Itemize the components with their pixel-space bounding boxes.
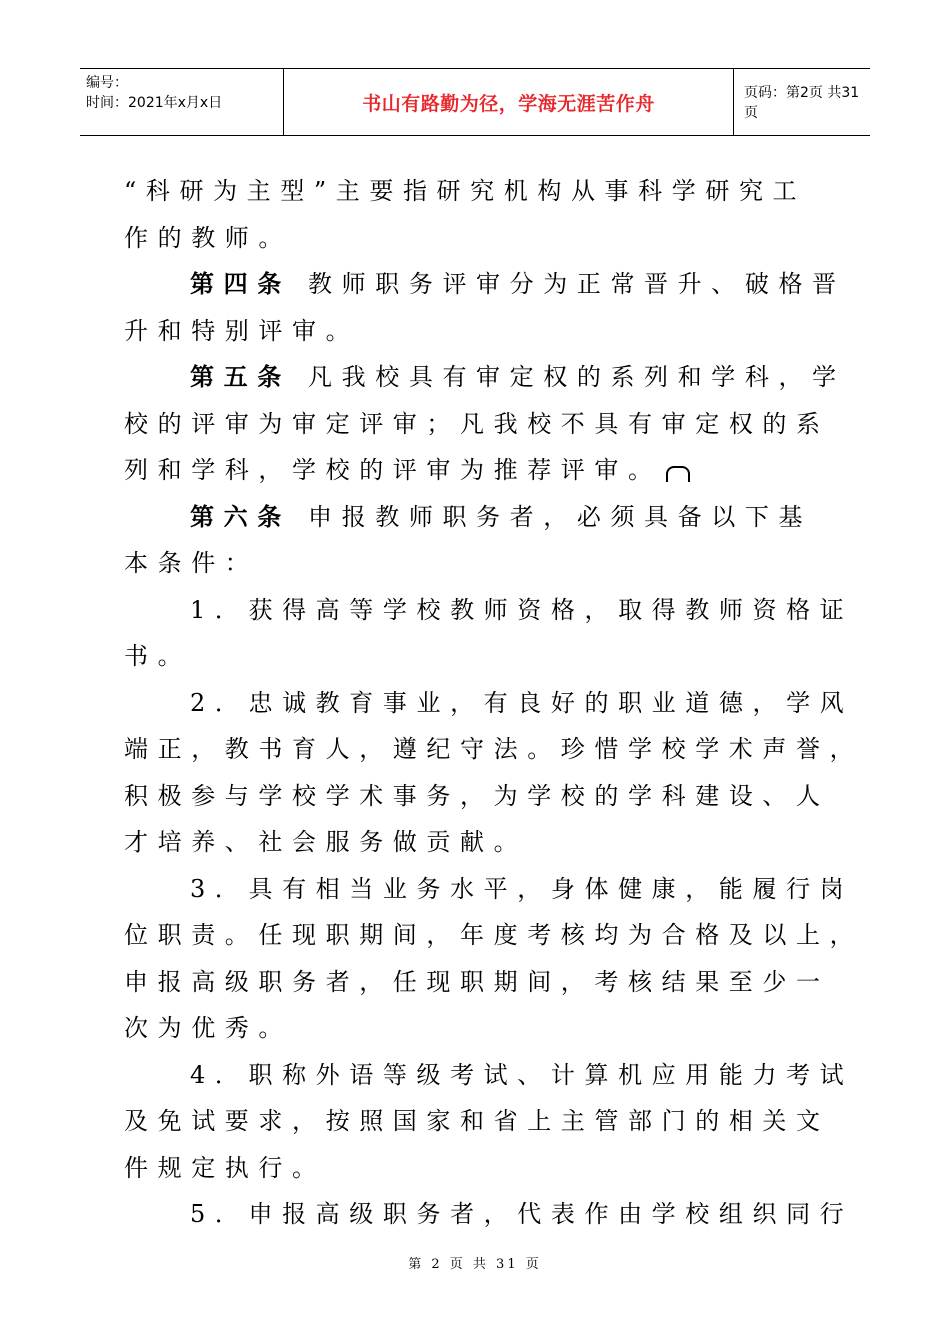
number-label: 编号： (86, 75, 128, 91)
text-line (124, 540, 824, 587)
line-text: 校的评审为审定评审；凡我校不具有审定权的系 (124, 409, 830, 438)
text-line (124, 354, 846, 401)
line-text: 4．职称外语等级考试、计算机应用能力考试 (190, 1060, 854, 1089)
text-line (124, 401, 830, 448)
text-line (124, 1191, 854, 1238)
line-text: 本条件： (124, 549, 259, 577)
header-motto-cell (283, 69, 734, 135)
text-line (124, 633, 824, 680)
text-line (124, 168, 824, 215)
text-line (124, 587, 854, 634)
bracket-mark-icon (666, 466, 690, 482)
page-label: 页码：第2页 共31页 (744, 85, 860, 121)
text-line (124, 215, 824, 262)
text-line (124, 819, 824, 866)
line-text: 件规定执行。 (124, 1153, 326, 1182)
line-text: 作的教师。 (124, 223, 292, 252)
text-line (124, 680, 854, 727)
text-line (124, 1098, 830, 1145)
header-page-cell (734, 69, 870, 135)
line-text: 及免试要求，按照国家和省上主管部门的相关文 (124, 1107, 830, 1135)
line-text: 积极参与学校学术事务，为学校的学科建设、人 (124, 781, 830, 810)
text-line (124, 308, 824, 355)
line-text: 书。 (124, 642, 192, 670)
article-heading: 第四条 (190, 270, 291, 298)
line-text: 列和学科，学校的评审为推荐评审。 (124, 456, 662, 484)
document-body (124, 168, 864, 1238)
line-text: 3．具有相当业务水平，身体健康，能履行岗 (190, 874, 854, 903)
line-text: 位职责。任现职期间，年度考核均为合格及以上， (124, 921, 864, 949)
article-heading: 第六条 (190, 502, 291, 531)
line-text: 升和特别评审。 (124, 316, 360, 345)
line-text: 2．忠诚教育事业，有良好的职业道德，学风 (190, 688, 854, 717)
text-line (124, 866, 854, 913)
header-meta (80, 69, 283, 135)
line-text: 申报教师职务者，必须具备以下基 (290, 502, 813, 531)
line-text: “科研为主型”主要指研究机构从事科学研究工 (124, 177, 807, 205)
text-line (124, 261, 846, 308)
text-line (124, 1052, 854, 1099)
text-line (124, 494, 824, 541)
text-line (124, 773, 830, 820)
line-text: 5．申报高级职务者，代表作由学校组织同行 (190, 1200, 854, 1228)
line-text: 凡我校具有审定权的系列和学科，学 (290, 363, 846, 391)
text-line (124, 447, 824, 494)
document-header (80, 68, 870, 136)
line-text: 才培养、社会服务做贡献。 (124, 828, 528, 856)
text-line (124, 1005, 824, 1052)
time-label: 时间：2021年x月x日 (86, 95, 223, 111)
text-line (124, 726, 864, 773)
page-footer: 第 2 页 共 31 页 (408, 1257, 542, 1272)
text-line (124, 912, 864, 959)
motto-text: 书山有路勤为径，学海无涯苦作舟 (362, 92, 655, 115)
article-heading: 第五条 (190, 363, 291, 391)
line-text: 端正，教书育人，遵纪守法。珍惜学校学术声誉， (124, 735, 864, 763)
line-text: 1．获得高等学校教师资格，取得教师资格证 (190, 595, 854, 624)
line-text: 申报高级职务者，任现职期间，考核结果至少一 (124, 967, 830, 996)
line-text: 次为优秀。 (124, 1014, 292, 1042)
text-line (124, 959, 830, 1006)
text-line (124, 1145, 824, 1192)
line-text: 教师职务评审分为正常晋升、破格晋 (290, 270, 846, 298)
